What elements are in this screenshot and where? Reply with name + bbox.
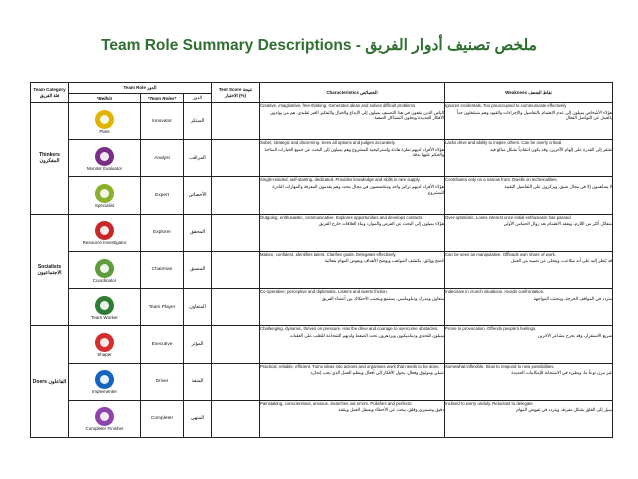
weakness-cell: [445, 326, 613, 363]
characteristics-cell: [260, 214, 445, 251]
team-worker-icon: [95, 296, 114, 315]
characteristics-ar: الناس الذين يقعون في هذا التصنيف يميلون إلى الإبداع والخيال والتفكير الغير تقليدي. هم من يولدون الأفكار الجديدة ويحلون المشاكل الصعبة: [269, 109, 444, 121]
role-ar: المتعاون: [184, 289, 212, 326]
weakness-en: Contributes only on a narrow front. Dwells on technicalities.: [445, 177, 558, 183]
header-role-ar: الدور: [184, 94, 212, 103]
weakness-cell: [445, 140, 613, 177]
role-ar: الأخصائي: [184, 177, 212, 214]
role-icon-cell: [69, 177, 141, 214]
role-icon-cell: [69, 326, 141, 363]
weakness-ar: متفائل أكثر من اللازم، ويفقد الاهتمام بعد زوال الحماس الأولي: [503, 221, 612, 227]
characteristics-ar: عملي وموثوق وفعال، يحول الأفكار إلى أفعال وينظم العمل الذي يجب إنجازه: [310, 370, 444, 376]
completer-finisher-icon: [95, 407, 114, 426]
weakness-cell: [445, 103, 613, 140]
characteristics-en: Challenging, dynamic, thrives on pressure. Has the drive and courage to overcome obstacles.: [260, 326, 439, 332]
role-icon-cell: [69, 251, 141, 288]
role-ar: المحقق: [184, 214, 212, 251]
implementer-icon: [95, 370, 114, 389]
test-score-cell[interactable]: [212, 251, 260, 288]
category-socialists: Socialists الاجتماعيون: [31, 214, 69, 326]
weakness-cell: [445, 177, 613, 214]
characteristics-en: Co-operative, perceptive and diplomatic. Listens and averts friction.: [260, 289, 389, 295]
role-icon-cell: [69, 140, 141, 177]
icon-label: Plant: [99, 128, 110, 134]
characteristics-en: Painstaking, conscientious, anxious. Searches out errors. Polishes and perfects.: [260, 400, 413, 406]
characteristics-en: Single-minded, self-starting, dedicated. Provides knowledge and skills in rare supply.: [260, 177, 421, 183]
plant-icon: [95, 110, 114, 129]
role-en: Analyst: [141, 140, 184, 177]
test-score-cell[interactable]: [212, 326, 260, 363]
category-thinkers: Thinkers المفكرون: [31, 103, 69, 215]
test-score-cell[interactable]: [212, 363, 260, 400]
weakness-en: Inclined to worry unduly. Reluctant to delegate: [445, 400, 533, 406]
weakness-ar: يميل إلى القلق بشكل مفرط، ويتردد في تفويض المهام: [516, 407, 612, 413]
header-test-score: Test Score نتيجة الاختبار (%): [212, 83, 260, 103]
header-row: [31, 83, 613, 94]
category-doers: Doers الفاعلون: [31, 326, 69, 438]
characteristics-ar: دقيق وضميري وقلق، يبحث عن الأخطاء ويصقل العمل ويتقنه: [338, 407, 444, 413]
weakness-ar: متردد في المواقف الحرجة، ويتجنب المواجهة: [533, 295, 612, 301]
weakness-ar: غير مرن نوعاً ما، وبطيء في الاستجابة للإمكانيات الجديدة: [511, 370, 612, 376]
header-belbin: *Belbin: [69, 94, 141, 103]
monitor-evaluator-icon: [95, 147, 114, 166]
role-en: Chairman: [141, 251, 184, 288]
characteristics-ar: هؤلاء الأفراد لديهم تركيز واحد ومتخصصون في مجال محدد وهم يقدمون المعرفة والمهارات النادرة للمشروع: [272, 184, 444, 195]
icon-label: Implementer: [91, 389, 117, 395]
icon-label: Completer Finisher: [85, 426, 124, 432]
weakness-en: Ignores incidentals. Too preoccupied to communicate effectively: [445, 103, 567, 108]
table-row: [31, 214, 613, 251]
weakness-en: Somewhat inflexible. Slow to respond to new possibilities.: [445, 363, 555, 369]
weakness-en: Over-optimistic. Loses interest once initial enthusiasm has passed: [445, 214, 571, 220]
weakness-ar: قد يُنظر إليه على أنه متلاعب، ويتخلى عن نصيبه من العمل: [510, 258, 612, 264]
characteristics-ar: ناضج وواثق، يكتشف المواهب ويوضح الأهداف ويفوض المهام بفعالية: [324, 258, 444, 264]
icon-label: Specialist: [94, 203, 115, 209]
role-en: Executive: [141, 326, 184, 363]
characteristics-cell: [260, 140, 445, 177]
header-weakness: Weakness نقاط الضعف: [445, 83, 613, 103]
characteristics-cell: [260, 326, 445, 363]
table-row: [31, 103, 613, 140]
coordinator-icon: [95, 259, 114, 278]
icon-label: Shaper: [97, 351, 112, 357]
characteristics-cell: [260, 103, 445, 140]
characteristics-en: Sober, strategic and discerning. Sees all options and judges accurately.: [260, 140, 396, 146]
table-row: [31, 363, 613, 400]
role-icon-cell: [69, 103, 141, 140]
role-en: Driver: [141, 363, 184, 400]
characteristics-cell: [260, 363, 445, 400]
weakness-cell: [445, 214, 613, 251]
role-ar: المنهي: [184, 400, 212, 437]
characteristics-ar: متعاون ومدرك ودبلوماسي، يستمع ويتجنب الاحتكاك بين أعضاء الفريق: [321, 295, 444, 301]
test-score-cell[interactable]: [212, 400, 260, 437]
characteristics-ar: هؤلاء الأفراد لديهم نظرة هادئة واستراتيجية للمشروع وهم يميلون إلى البحث عن جميع الخيارات المتاحة والحكم عليها بدقة: [264, 146, 444, 158]
role-icon-cell: [69, 400, 141, 437]
weakness-ar: تفتقر إلى القدرة على إلهام الآخرين، وقد يكون انتقادياً بشكل مبالغ فيه: [490, 146, 612, 152]
table-row: [31, 251, 613, 288]
characteristics-en: Outgoing, enthusiastic, communicative. Explores opportunities and develops contacts: [260, 214, 423, 220]
characteristics-cell: [260, 251, 445, 288]
weakness-ar: لا يساهمون إلا في مجال ضيق، ويركزون على التفاصيل التقنية: [504, 184, 612, 190]
icon-label: Resource Investigator: [82, 240, 127, 246]
page-title: Team Role Summary Descriptions - ملخص تصنيف أدوار الفريق: [101, 37, 537, 54]
team-role-table: [30, 82, 613, 438]
header-team-role: Team Role الدور: [69, 83, 212, 94]
icon-label: Coordinator: [92, 277, 117, 283]
characteristics-cell: [260, 400, 445, 437]
weakness-en: Prone to provocation. Offends people's feelings.: [445, 326, 537, 332]
weakness-cell: [445, 289, 613, 326]
weakness-ar: هؤلاء الأشخاص يميلون إلى عدم الاهتمام بالتفاصيل والإجراءات والقيود وهم منشغلون جداً بالعمل عن التواصل الفعال: [456, 109, 612, 121]
shaper-icon: [95, 333, 114, 352]
role-ar: المؤثر: [184, 326, 212, 363]
role-en: Innovator: [141, 103, 184, 140]
table-row: [31, 177, 613, 214]
characteristics-ar: يميلون للتحدي وديناميكيون ويزدهرون تحت الضغط ولديهم الشجاعة للتغلب على العقبات: [289, 332, 444, 338]
icon-label: Team Worker: [91, 314, 118, 320]
characteristics-cell: [260, 177, 445, 214]
role-ar: المنفذ: [184, 363, 212, 400]
characteristics-en: Creative, imaginative, free-thinking. Generates ideas and solves difficult problems: [260, 103, 416, 108]
characteristics-ar: هؤلاء يميلون إلى البحث عن الفرص والموارد وبناء العلاقات خارج الفريق: [318, 221, 444, 227]
header-team-roles: *Team Roles*: [141, 94, 184, 103]
test-score-cell[interactable]: [212, 103, 260, 140]
test-score-cell[interactable]: [212, 214, 260, 251]
table-row: [31, 140, 613, 177]
test-score-cell[interactable]: [212, 140, 260, 177]
weakness-en: Lacks drive and ability to inspire others. Can be overly critical: [445, 140, 562, 146]
characteristics-en: Practical, reliable, efficient. Turns ideas into actions and organises work that needs to be done.: [260, 363, 440, 369]
role-en: Completer: [141, 400, 184, 437]
weakness-ar: سريع الاستفزاز، وقد يجرح مشاعر الآخرين: [537, 332, 612, 338]
table-row: [31, 289, 613, 326]
table-row: [31, 326, 613, 363]
test-score-cell[interactable]: [212, 289, 260, 326]
header-characteristics: Characteristics الخصائص: [260, 83, 445, 103]
icon-label: Monitor Evaluator: [86, 165, 123, 171]
weakness-en: Indecisive in crunch situations. Avoids confrontation.: [445, 289, 545, 295]
role-icon-cell: [69, 214, 141, 251]
weakness-cell: [445, 400, 613, 437]
table-row: [31, 400, 613, 437]
header-team-category: Team Category فئة الفريق: [31, 83, 69, 103]
weakness-cell: [445, 251, 613, 288]
role-icon-cell: [69, 363, 141, 400]
weakness-cell: [445, 363, 613, 400]
specialist-icon: [95, 184, 114, 203]
test-score-cell[interactable]: [212, 177, 260, 214]
role-icon-cell: [69, 289, 141, 326]
role-en: Expert: [141, 177, 184, 214]
characteristics-cell: [260, 289, 445, 326]
weakness-en: Can be seen as manipulative. Offloads own share of work.: [445, 251, 556, 257]
characteristics-en: Mature, confident, identifies talent. Clarifies goals. Delegates effectively.: [260, 251, 397, 257]
role-ar: المنسق: [184, 251, 212, 288]
role-ar: المبتكر: [184, 103, 212, 140]
role-en: Team Player: [141, 289, 184, 326]
role-en: Explorer: [141, 214, 184, 251]
role-ar: المراقب: [184, 140, 212, 177]
resource-investigator-icon: [95, 221, 114, 240]
